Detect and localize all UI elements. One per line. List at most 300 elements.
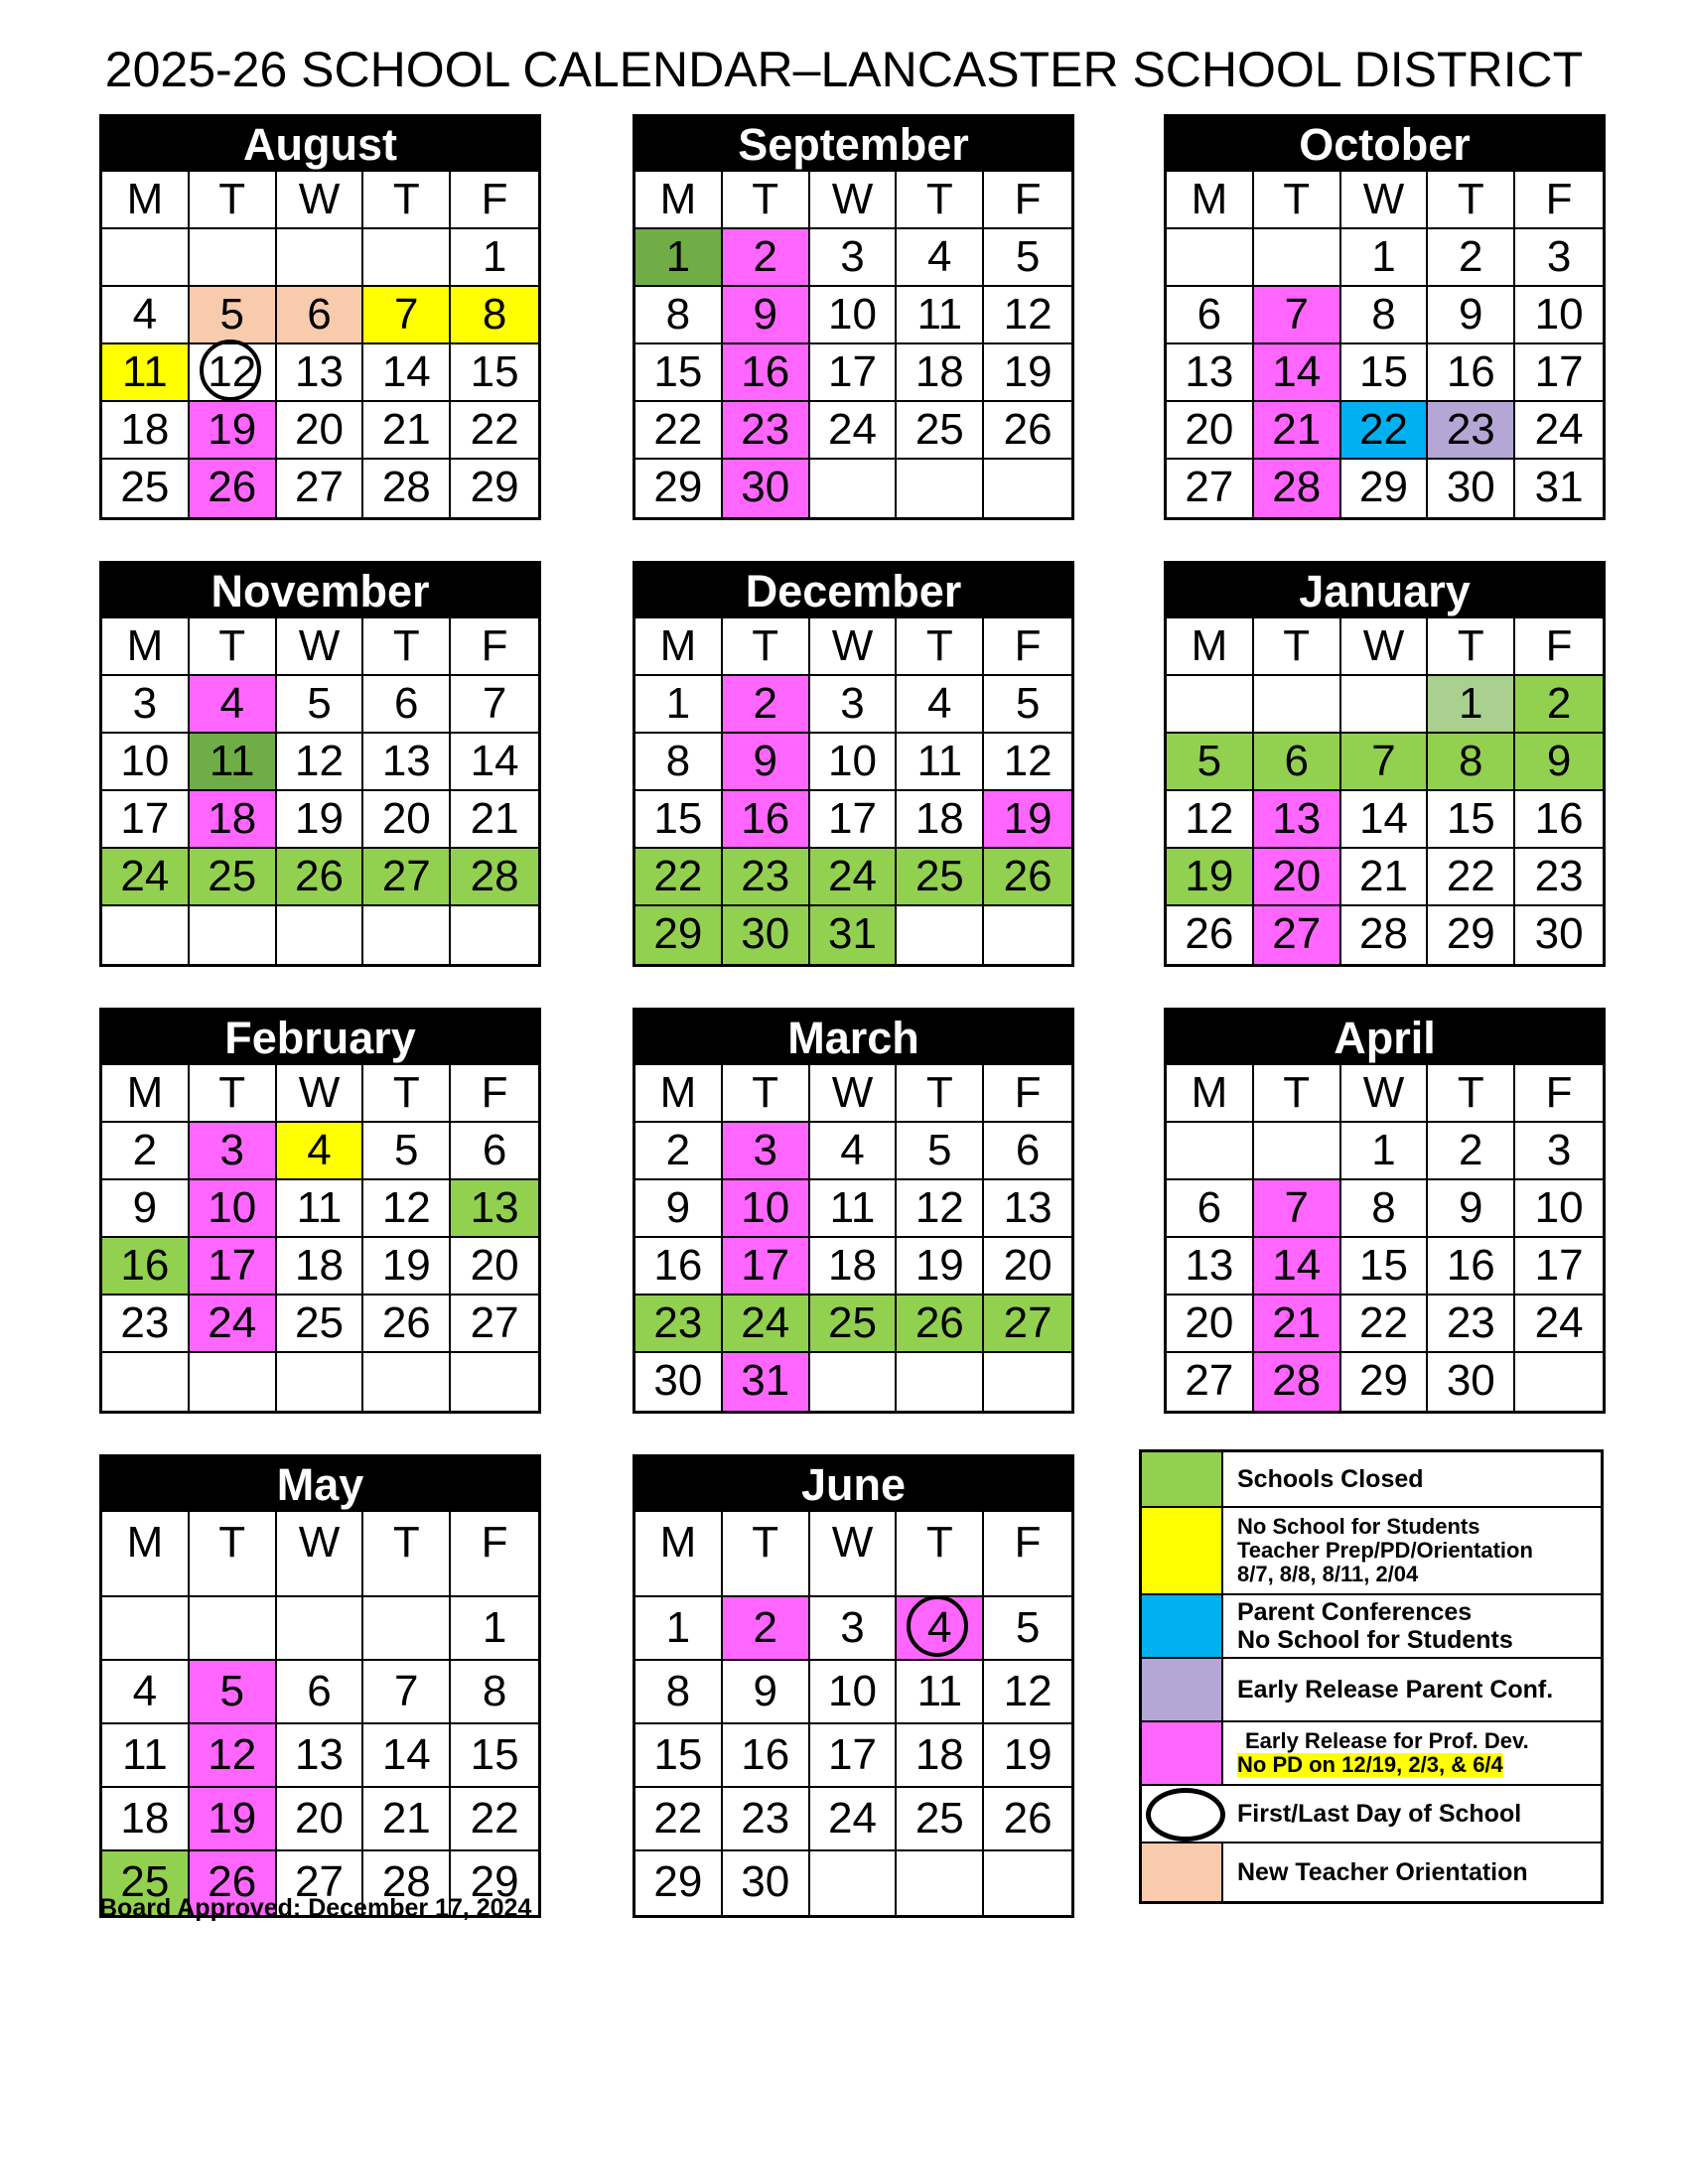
day-cell: 30 <box>1515 906 1603 964</box>
legend-label-noschool-2: Teacher Prep/PD/Orientation <box>1237 1538 1533 1563</box>
day-cell: 27 <box>1254 906 1341 964</box>
day-cell: 14 <box>363 1724 451 1788</box>
legend <box>1139 1449 1604 1904</box>
weekday-header: T <box>363 1065 451 1123</box>
weekday-header: T <box>723 618 810 676</box>
day-cell: 27 <box>984 1296 1071 1353</box>
empty-day-cell <box>190 906 277 964</box>
day-grid <box>635 172 1071 517</box>
legend-row-noschool <box>1142 1508 1601 1595</box>
day-cell: 2 <box>723 229 810 287</box>
day-cell: 28 <box>1254 1353 1341 1411</box>
day-cell: 16 <box>723 791 810 849</box>
day-cell: 5 <box>277 676 364 734</box>
day-cell: 11 <box>102 344 190 402</box>
empty-day-cell <box>984 460 1071 517</box>
empty-day-cell <box>897 906 984 964</box>
day-cell: 29 <box>635 460 723 517</box>
day-cell: 3 <box>810 1597 898 1661</box>
day-cell: 2 <box>1428 229 1515 287</box>
day-cell: 26 <box>190 460 277 517</box>
weekday-header: T <box>190 1512 277 1597</box>
month-title: December <box>635 564 1071 618</box>
day-cell: 4 <box>102 287 190 344</box>
day-cell: 3 <box>1515 1123 1603 1180</box>
day-cell: 7 <box>1254 1180 1341 1238</box>
day-cell: 5 <box>190 287 277 344</box>
day-cell: 13 <box>1167 344 1254 402</box>
weekday-header: F <box>451 1512 538 1597</box>
weekday-header: F <box>451 618 538 676</box>
month-december <box>633 561 1074 967</box>
day-grid <box>102 618 538 964</box>
day-cell: 30 <box>1428 460 1515 517</box>
day-cell: 8 <box>635 1661 723 1724</box>
day-cell: 15 <box>451 344 538 402</box>
day-cell: 3 <box>1515 229 1603 287</box>
board-approved-note: Board Approved: December 17, 2024 <box>99 1894 532 1922</box>
day-cell: 24 <box>810 1788 898 1851</box>
weekday-header: W <box>810 1065 898 1123</box>
day-cell: 12 <box>1167 791 1254 849</box>
day-cell: 7 <box>1341 734 1429 791</box>
legend-label-firstlast: First/Last Day of School <box>1237 1800 1522 1828</box>
day-cell: 6 <box>277 1661 364 1724</box>
day-cell: 17 <box>810 1724 898 1788</box>
day-cell: 23 <box>723 1788 810 1851</box>
weekday-header: M <box>102 1512 190 1597</box>
day-cell: 1 <box>1341 1123 1429 1180</box>
legend-swatch-closed <box>1142 1452 1223 1506</box>
month-title: September <box>635 117 1071 172</box>
legend-label-conf-2: No School for Students <box>1237 1626 1513 1654</box>
day-cell: 12 <box>984 734 1071 791</box>
day-cell: 4 <box>810 1123 898 1180</box>
day-cell: 21 <box>1254 1296 1341 1353</box>
day-cell: 18 <box>102 402 190 460</box>
empty-day-cell <box>363 229 451 287</box>
day-cell: 29 <box>1341 1353 1429 1411</box>
day-cell: 2 <box>723 1597 810 1661</box>
empty-day-cell <box>190 1597 277 1661</box>
day-cell: 21 <box>363 1788 451 1851</box>
day-cell: 12 <box>277 734 364 791</box>
day-cell: 16 <box>1428 1238 1515 1296</box>
day-cell: 25 <box>102 460 190 517</box>
weekday-header: F <box>1515 1065 1603 1123</box>
empty-day-cell <box>984 1353 1071 1411</box>
day-cell: 12 <box>984 287 1071 344</box>
weekday-header: F <box>984 1512 1071 1597</box>
day-cell: 25 <box>897 1788 984 1851</box>
day-cell: 15 <box>635 344 723 402</box>
day-cell: 18 <box>897 344 984 402</box>
day-cell: 1 <box>451 229 538 287</box>
day-cell: 14 <box>451 734 538 791</box>
weekday-header: F <box>451 172 538 229</box>
month-title: March <box>635 1011 1071 1065</box>
day-cell: 2 <box>1428 1123 1515 1180</box>
weekday-header: T <box>897 1512 984 1597</box>
day-cell: 27 <box>277 460 364 517</box>
weekday-header: W <box>1341 618 1429 676</box>
legend-row-firstlast <box>1142 1786 1601 1843</box>
day-cell: 31 <box>1515 460 1603 517</box>
day-cell: 1 <box>1428 676 1515 734</box>
empty-day-cell <box>190 1353 277 1411</box>
empty-day-cell <box>984 1851 1071 1915</box>
day-cell: 19 <box>190 1788 277 1851</box>
day-cell: 10 <box>810 1661 898 1724</box>
day-cell: 23 <box>1515 849 1603 906</box>
day-cell: 23 <box>1428 402 1515 460</box>
day-cell: 23 <box>723 402 810 460</box>
empty-day-cell <box>1341 676 1429 734</box>
day-cell: 30 <box>723 460 810 517</box>
day-cell: 5 <box>363 1123 451 1180</box>
weekday-header: T <box>723 172 810 229</box>
day-grid <box>102 1065 538 1411</box>
weekday-header: T <box>190 618 277 676</box>
legend-swatch-erconf <box>1142 1659 1223 1720</box>
month-title: October <box>1167 117 1603 172</box>
day-cell: 20 <box>1254 849 1341 906</box>
day-cell: 12 <box>984 1661 1071 1724</box>
day-cell: 29 <box>1428 906 1515 964</box>
day-cell: 5 <box>984 1597 1071 1661</box>
empty-day-cell <box>363 906 451 964</box>
day-cell: 11 <box>102 1724 190 1788</box>
month-january <box>1164 561 1606 967</box>
weekday-header: T <box>1428 618 1515 676</box>
day-cell: 13 <box>1167 1238 1254 1296</box>
day-cell: 15 <box>451 1724 538 1788</box>
weekday-header: T <box>1428 1065 1515 1123</box>
weekday-header: W <box>277 172 364 229</box>
day-cell: 10 <box>190 1180 277 1238</box>
day-cell: 18 <box>810 1238 898 1296</box>
day-grid <box>1167 1065 1603 1411</box>
empty-day-cell <box>1254 676 1341 734</box>
day-cell: 22 <box>1341 1296 1429 1353</box>
month-march <box>633 1008 1074 1414</box>
month-october <box>1164 114 1606 520</box>
weekday-header: M <box>102 618 190 676</box>
day-cell: 4 <box>897 229 984 287</box>
day-cell: 22 <box>1341 402 1429 460</box>
day-cell: 17 <box>190 1238 277 1296</box>
day-cell: 21 <box>1254 402 1341 460</box>
weekday-header: T <box>897 618 984 676</box>
day-cell: 19 <box>190 402 277 460</box>
day-cell: 17 <box>102 791 190 849</box>
empty-day-cell <box>190 229 277 287</box>
day-cell: 4 <box>277 1123 364 1180</box>
month-june <box>633 1454 1074 1918</box>
day-cell: 16 <box>723 1724 810 1788</box>
day-cell: 13 <box>1254 791 1341 849</box>
empty-day-cell <box>277 906 364 964</box>
day-cell: 25 <box>190 849 277 906</box>
day-cell: 26 <box>897 1296 984 1353</box>
day-cell: 12 <box>190 1724 277 1788</box>
legend-row-pd <box>1142 1722 1601 1786</box>
day-cell: 11 <box>277 1180 364 1238</box>
day-cell: 12 <box>363 1180 451 1238</box>
month-title: August <box>102 117 538 172</box>
day-cell: 23 <box>723 849 810 906</box>
day-cell: 3 <box>810 676 898 734</box>
weekday-header: F <box>984 1065 1071 1123</box>
weekday-header: T <box>1254 172 1341 229</box>
day-cell: 3 <box>102 676 190 734</box>
weekday-header: T <box>1254 618 1341 676</box>
day-cell: 1 <box>635 676 723 734</box>
day-cell: 5 <box>984 229 1071 287</box>
legend-swatch-conf <box>1142 1595 1223 1657</box>
day-cell: 17 <box>1515 1238 1603 1296</box>
day-cell: 4 <box>190 676 277 734</box>
day-cell: 27 <box>451 1296 538 1353</box>
day-cell: 13 <box>451 1180 538 1238</box>
day-cell: 19 <box>277 791 364 849</box>
empty-day-cell <box>1254 229 1341 287</box>
day-grid <box>635 618 1071 964</box>
day-cell: 9 <box>1428 1180 1515 1238</box>
day-cell: 28 <box>1341 906 1429 964</box>
empty-day-cell <box>1515 1353 1603 1411</box>
day-cell: 23 <box>635 1296 723 1353</box>
day-cell: 15 <box>1341 344 1429 402</box>
weekday-header: T <box>1254 1065 1341 1123</box>
day-cell: 9 <box>102 1180 190 1238</box>
day-cell: 5 <box>984 676 1071 734</box>
day-cell: 6 <box>1167 1180 1254 1238</box>
day-cell: 9 <box>635 1180 723 1238</box>
legend-label-noschool-1: No School for Students <box>1237 1514 1480 1539</box>
day-cell: 19 <box>1167 849 1254 906</box>
day-grid <box>102 1512 538 1915</box>
day-cell: 2 <box>102 1123 190 1180</box>
legend-row-closed <box>1142 1452 1601 1508</box>
day-cell: 28 <box>451 849 538 906</box>
empty-day-cell <box>277 1353 364 1411</box>
weekday-header: W <box>1341 172 1429 229</box>
day-cell: 1 <box>1341 229 1429 287</box>
day-cell: 22 <box>635 849 723 906</box>
day-cell: 3 <box>723 1123 810 1180</box>
day-cell: 20 <box>277 1788 364 1851</box>
legend-label-noschool-3: 8/7, 8/8, 8/11, 2/04 <box>1237 1562 1419 1586</box>
day-cell: 10 <box>723 1180 810 1238</box>
weekday-header: M <box>1167 1065 1254 1123</box>
day-cell: 9 <box>723 734 810 791</box>
weekday-header: W <box>810 618 898 676</box>
day-cell: 14 <box>1254 344 1341 402</box>
day-cell: 1 <box>635 229 723 287</box>
day-cell: 20 <box>1167 402 1254 460</box>
day-cell: 12 <box>897 1180 984 1238</box>
day-cell: 2 <box>723 676 810 734</box>
day-cell: 15 <box>635 791 723 849</box>
day-grid <box>635 1065 1071 1411</box>
empty-day-cell <box>102 1597 190 1661</box>
day-cell: 9 <box>1515 734 1603 791</box>
empty-day-cell <box>102 906 190 964</box>
day-cell: 16 <box>102 1238 190 1296</box>
day-cell: 30 <box>635 1353 723 1411</box>
weekday-header: T <box>723 1065 810 1123</box>
weekday-header: W <box>277 618 364 676</box>
weekday-header: T <box>723 1512 810 1597</box>
day-cell: 13 <box>984 1180 1071 1238</box>
empty-day-cell <box>363 1353 451 1411</box>
weekday-header: M <box>1167 172 1254 229</box>
day-cell: 26 <box>363 1296 451 1353</box>
weekday-header: T <box>363 172 451 229</box>
day-cell: 5 <box>1167 734 1254 791</box>
day-cell: 25 <box>897 402 984 460</box>
empty-day-cell <box>897 1851 984 1915</box>
day-cell: 4 <box>102 1661 190 1724</box>
day-cell: 21 <box>451 791 538 849</box>
day-cell: 8 <box>1428 734 1515 791</box>
day-cell: 21 <box>363 402 451 460</box>
month-title: May <box>102 1457 538 1512</box>
weekday-header: M <box>1167 618 1254 676</box>
circle-icon <box>1142 1786 1223 1842</box>
day-cell: 6 <box>451 1123 538 1180</box>
day-cell: 1 <box>451 1597 538 1661</box>
day-cell: 30 <box>723 906 810 964</box>
day-cell: 19 <box>897 1238 984 1296</box>
weekday-header: W <box>1341 1065 1429 1123</box>
day-cell: 20 <box>363 791 451 849</box>
day-cell: 13 <box>363 734 451 791</box>
weekday-header: M <box>635 1065 723 1123</box>
day-cell: 5 <box>190 1661 277 1724</box>
day-cell: 22 <box>451 1788 538 1851</box>
empty-day-cell <box>897 1353 984 1411</box>
empty-day-cell <box>451 906 538 964</box>
empty-day-cell <box>897 460 984 517</box>
month-title: June <box>635 1457 1071 1512</box>
weekday-header: M <box>102 172 190 229</box>
day-cell: 30 <box>1428 1353 1515 1411</box>
weekday-header: T <box>897 172 984 229</box>
day-cell: 15 <box>1428 791 1515 849</box>
legend-label-erconf: Early Release Parent Conf. <box>1237 1676 1554 1704</box>
day-cell: 8 <box>451 1661 538 1724</box>
day-cell: 6 <box>984 1123 1071 1180</box>
day-cell: 22 <box>635 402 723 460</box>
day-cell: 10 <box>102 734 190 791</box>
day-cell: 11 <box>190 734 277 791</box>
day-cell: 24 <box>810 849 898 906</box>
day-cell: 30 <box>723 1851 810 1915</box>
day-cell: 19 <box>363 1238 451 1296</box>
day-cell: 13 <box>277 344 364 402</box>
month-april <box>1164 1008 1606 1414</box>
day-cell: 4 <box>897 1597 984 1661</box>
month-title: November <box>102 564 538 618</box>
day-cell: 24 <box>102 849 190 906</box>
day-cell: 31 <box>723 1353 810 1411</box>
day-cell: 29 <box>635 1851 723 1915</box>
month-title: January <box>1167 564 1603 618</box>
day-cell: 14 <box>1254 1238 1341 1296</box>
weekday-header: T <box>363 1512 451 1597</box>
day-cell: 3 <box>190 1123 277 1180</box>
day-cell: 26 <box>190 1851 277 1915</box>
day-cell: 25 <box>102 1851 190 1915</box>
day-cell: 20 <box>277 402 364 460</box>
legend-label-pd-1: Early Release for Prof. Dev. <box>1245 1728 1529 1753</box>
day-cell: 7 <box>451 676 538 734</box>
day-cell: 25 <box>897 849 984 906</box>
empty-day-cell <box>277 1597 364 1661</box>
day-cell: 6 <box>277 287 364 344</box>
day-cell: 7 <box>1254 287 1341 344</box>
weekday-header: W <box>277 1512 364 1597</box>
day-cell: 17 <box>1515 344 1603 402</box>
day-cell: 16 <box>635 1238 723 1296</box>
weekday-header: T <box>897 1065 984 1123</box>
day-cell: 27 <box>277 1851 364 1915</box>
weekday-header: F <box>1515 618 1603 676</box>
day-cell: 25 <box>277 1296 364 1353</box>
oval-icon <box>1146 1788 1225 1842</box>
day-cell: 20 <box>984 1238 1071 1296</box>
day-cell: 28 <box>363 460 451 517</box>
day-cell: 24 <box>810 402 898 460</box>
day-cell: 19 <box>984 791 1071 849</box>
month-november <box>99 561 541 967</box>
empty-day-cell <box>984 906 1071 964</box>
day-grid <box>1167 172 1603 517</box>
day-cell: 3 <box>810 229 898 287</box>
weekday-header: T <box>190 1065 277 1123</box>
day-cell: 27 <box>1167 460 1254 517</box>
day-cell: 17 <box>810 344 898 402</box>
legend-label-nto: New Teacher Orientation <box>1237 1858 1528 1886</box>
day-cell: 8 <box>635 287 723 344</box>
day-cell: 9 <box>723 287 810 344</box>
day-grid <box>635 1512 1071 1915</box>
day-cell: 17 <box>723 1238 810 1296</box>
day-cell: 18 <box>897 1724 984 1788</box>
day-cell: 16 <box>1428 344 1515 402</box>
day-cell: 22 <box>635 1788 723 1851</box>
month-title: April <box>1167 1011 1603 1065</box>
day-cell: 29 <box>451 460 538 517</box>
day-cell: 8 <box>1341 1180 1429 1238</box>
day-cell: 27 <box>363 849 451 906</box>
weekday-header: T <box>190 172 277 229</box>
day-cell: 1 <box>635 1597 723 1661</box>
day-cell: 11 <box>897 734 984 791</box>
weekday-header: T <box>363 618 451 676</box>
day-cell: 8 <box>1341 287 1429 344</box>
day-cell: 19 <box>984 1724 1071 1788</box>
day-cell: 28 <box>1254 460 1341 517</box>
day-cell: 13 <box>277 1724 364 1788</box>
day-cell: 8 <box>451 287 538 344</box>
day-cell: 31 <box>810 906 898 964</box>
weekday-header: W <box>277 1065 364 1123</box>
day-cell: 23 <box>1428 1296 1515 1353</box>
day-cell: 15 <box>635 1724 723 1788</box>
